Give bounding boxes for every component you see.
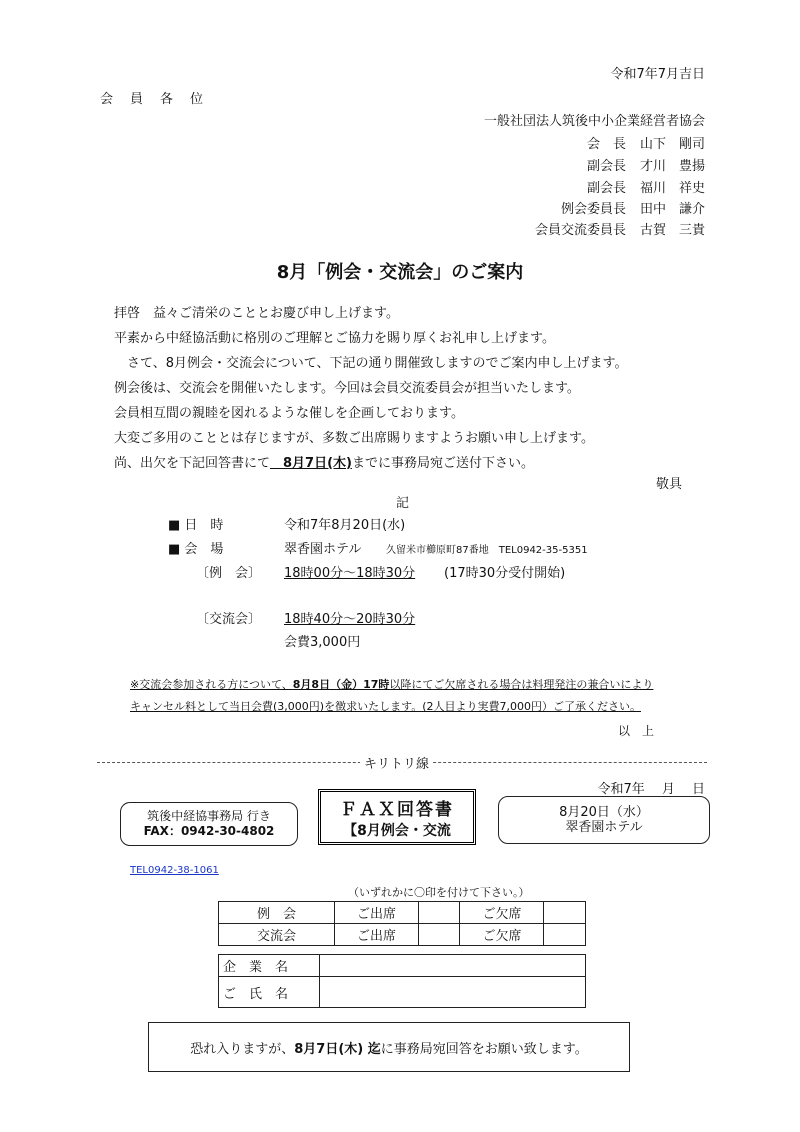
name-field[interactable] [320, 977, 586, 1008]
company-field[interactable] [320, 955, 586, 977]
reply-date: 令和7年 月 日 [597, 782, 705, 797]
table-row [219, 924, 586, 946]
notice-text: 以降にてご欠席される場合は料理発注の兼合いにより [389, 678, 654, 691]
event-box [498, 796, 710, 844]
venue-value: 翠香園ホテル [284, 542, 362, 557]
ijo: 以 上 [618, 724, 655, 738]
fax-reply-subtitle: 【8月例会・交流 [343, 822, 451, 839]
attend-mark-cell[interactable] [418, 902, 459, 924]
deadline-date: 8月7日(木) [270, 456, 352, 471]
officer-name: 古賀 三貴 [639, 223, 705, 238]
ki-heading: 記 [396, 496, 410, 511]
notice-text: ※交流会参加される方について、 [130, 678, 293, 691]
party-time: 18時40分～20時30分 [284, 612, 416, 627]
cut-line-label: キリトリ線 [360, 753, 433, 772]
body-line: さて、8月例会・交流会について、下記の通り開催致しますのでご案内申し上げます。 [114, 356, 628, 371]
footer-text: に事務局宛回答をお願い致します。 [380, 1041, 588, 1057]
venue-label: ■ 会 場 [168, 542, 224, 557]
officer-row [535, 219, 705, 238]
officer-role: 副会長 [586, 159, 626, 174]
row-label: 交流会 [219, 924, 335, 946]
body-line: 会員相互間の親睦を図れるような催しを企画しております。 [114, 406, 464, 421]
deadline-line [114, 452, 534, 471]
officer-name: 福川 祥史 [639, 181, 705, 196]
document-date: 令和7年7月吉日 [610, 67, 705, 82]
addressee: 会 員 各 位 [100, 92, 206, 107]
table-row [219, 977, 586, 1008]
recipient-label: 筑後中経協事務局 行き [147, 809, 271, 823]
meeting-label: 〔例 会〕 [196, 566, 262, 581]
attend-option[interactable]: ご出席 [334, 924, 418, 946]
datetime-label: ■ 日 時 [168, 518, 224, 533]
officer-role: 副会長 [586, 181, 626, 196]
absent-option[interactable]: ご欠席 [460, 902, 544, 924]
attend-option[interactable]: ご出席 [334, 902, 418, 924]
officer-row [587, 133, 705, 152]
datetime-value: 令和7年8月20日(水) [284, 518, 406, 533]
row-label: 例 会 [219, 902, 335, 924]
deadline-prefix: 尚、出欠を下記回答書にて [114, 456, 271, 471]
venue-address: 久留米市櫛原町87番地 TEL0942-35-5351 [386, 545, 588, 556]
notice-line-2: キャンセル料として当日会費(3,000円)を徴求いたします。(2人目より実費7,000円）ご了承ください。 [130, 700, 641, 713]
body-line: 拝啓 益々ご清栄のこととお慶び申し上げます。 [114, 306, 399, 321]
organization-name: 一般社団法人筑後中小企業経営者協会 [483, 114, 705, 129]
absent-mark-cell[interactable] [544, 924, 586, 946]
footer-notice [148, 1022, 630, 1072]
officer-row [587, 155, 705, 174]
notice-line [130, 676, 653, 692]
party-label: 〔交流会〕 [196, 612, 262, 627]
fax-reply-title-box [318, 789, 476, 845]
absent-mark-cell[interactable] [544, 902, 586, 924]
officer-row [561, 198, 705, 217]
body-line: 平素から中経協活動に格別のご理解とご協力を賜り厚くお礼申し上げます。 [114, 331, 555, 346]
document-title: 8月「例会・交流会」のご案内 [276, 262, 524, 283]
party-fee: 会費3,000円 [284, 635, 361, 650]
deadline-suffix: までに事務局宛ご送付下さい。 [352, 456, 535, 471]
notice-deadline: 8月8日（金）17時 [292, 678, 390, 691]
table-row [219, 902, 586, 924]
meeting-time: 18時00分～18時30分 [284, 566, 416, 581]
table-row [219, 955, 586, 977]
officer-role: 例会委員長 [560, 202, 626, 217]
fax-reply-title: ＦＡＸ回答書 [340, 799, 454, 820]
absent-option[interactable]: ご欠席 [460, 924, 544, 946]
officer-row [587, 177, 705, 196]
recipient-box [120, 802, 298, 846]
event-date: 8月20日（水） [559, 805, 649, 820]
answer-instruction: （いずれかに〇印を付けて下さい。） [348, 886, 530, 899]
closing: 敬具 [656, 477, 683, 492]
body-line: 大変ご多用のこととは存じますが、多数ご出席賜りますようお願い申し上げます。 [114, 431, 594, 446]
meeting-note: (17時30分受付開始) [444, 566, 566, 581]
recipient-fax: FAX：0942-30-4802 [143, 824, 275, 838]
officer-role: 会 長 [586, 137, 626, 152]
attendance-table [218, 901, 586, 946]
officer-name: 山下 剛司 [639, 137, 705, 152]
company-label: 企 業 名 [219, 955, 320, 977]
body-line: 例会後は、交流会を開催いたします。今回は会員交流委員会が担当いたします。 [114, 381, 580, 396]
contact-table [218, 954, 586, 1008]
event-venue: 翠香園ホテル [565, 820, 643, 835]
footer-deadline: 8月7日(木) 迄 [294, 1041, 381, 1057]
attend-mark-cell[interactable] [418, 924, 459, 946]
footer-text: 恐れ入りますが、 [190, 1041, 295, 1057]
tel-link[interactable]: TEL0942-38-1061 [130, 865, 219, 876]
officer-role: 会員交流委員長 [534, 223, 626, 238]
officer-name: 田中 謙介 [639, 202, 705, 217]
name-label: ご 氏 名 [219, 977, 320, 1008]
officer-name: 才川 豊揚 [639, 159, 705, 174]
